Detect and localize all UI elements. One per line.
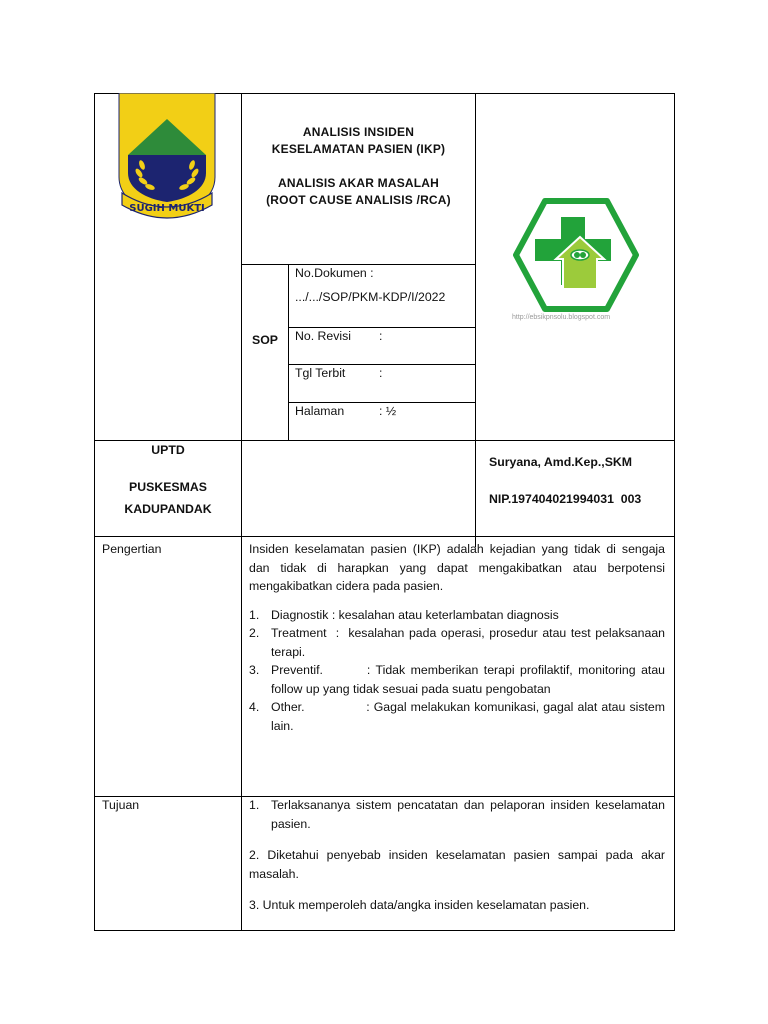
row-divider-org [94,536,675,537]
list-item: 3. Preventif. : Tidak memberikan terapi profilaktif, monitoring atau follow up yang tidak sesuai pada suatu pengobatan [249,663,669,696]
no-dokumen-label: No.Dokumen : [295,266,374,280]
org-unit [95,441,241,518]
list-item: 1. Terlaksananya sistem pencatatan dan pelaporan insiden keselamatan pasien. [249,798,665,831]
pengertian-content [249,540,669,735]
title-line-2: KESELAMATAN PASIEN (IKP) [271,142,446,156]
signer-nip: NIP.197404021994031 003 [489,492,642,506]
list-item: 2. Treatment : kesalahan pada operasi, prosedur atau test pelaksanaan terapi. [249,626,669,659]
regency-emblem-logo [112,93,222,221]
pengertian-label: Pengertian [102,542,162,556]
sop-label: SOP [252,333,278,347]
halaman-value: : ½ [379,404,397,418]
tujuan-item-3: 3. Untuk memperoleh data/angka insiden keselamatan pasien. [249,898,590,912]
no-revisi-label: No. Revisi [295,329,352,343]
org-unit-line-2: PUSKESMAS [129,480,207,494]
tujuan-list [249,796,665,833]
no-revisi-value: : [379,329,383,343]
tgl-terbit-label: Tgl Terbit [295,366,346,380]
halaman-label: Halaman [295,404,345,418]
title-line-1: ANALISIS INSIDEN [302,125,415,139]
subtitle-line-2: (ROOT CAUSE ANALISIS /RCA) [266,193,451,207]
signer-name: Suryana, Amd.Kep.,SKM [489,455,633,469]
list-item: 1. Diagnostik : kesalahan atau keterlambatan diagnosis [249,607,559,622]
tujuan-label: Tujuan [102,798,140,812]
document-title [242,124,475,158]
puskesmas-logo [513,197,639,313]
document-subtitle [242,175,475,209]
org-unit-line-3: KADUPANDAK [124,502,212,516]
no-dokumen-value: .../.../SOP/PKM-KDP/I/2022 [295,290,446,304]
logo-watermark: http://ebsikpnsolu.blogspot.com [512,314,611,321]
border-right [674,93,675,931]
col-divider-main [241,93,242,931]
sop-document [94,93,675,931]
org-unit-line-1: UPTD [151,443,185,457]
pengertian-intro: Insiden keselamatan pasien (IKP) adalah kejadian yang tidak di sengaja dan tidak di harapkan yang dapat mengakibatkan atau berpotensi mengakibatkan cidera pada pasien. [249,542,665,593]
list-item: 4. Other. : Gagal melakukan komunikasi, gagal alat atau sistem lain. [249,700,669,733]
tgl-terbit-value: : [379,366,383,380]
subtitle-line-1: ANALISIS AKAR MASALAH [277,176,440,190]
border-bottom [94,930,675,931]
col-divider-sop [288,264,289,440]
tujuan-item-2: 2. Diketahui penyebab insiden keselamatan pasien sampai pada akar masalah. [249,848,665,881]
svg-text:SUGIH MUKTI: SUGIH MUKTI [129,203,205,214]
tujuan-content [249,796,665,915]
col-divider-right [475,93,476,547]
pengertian-list [249,606,669,736]
